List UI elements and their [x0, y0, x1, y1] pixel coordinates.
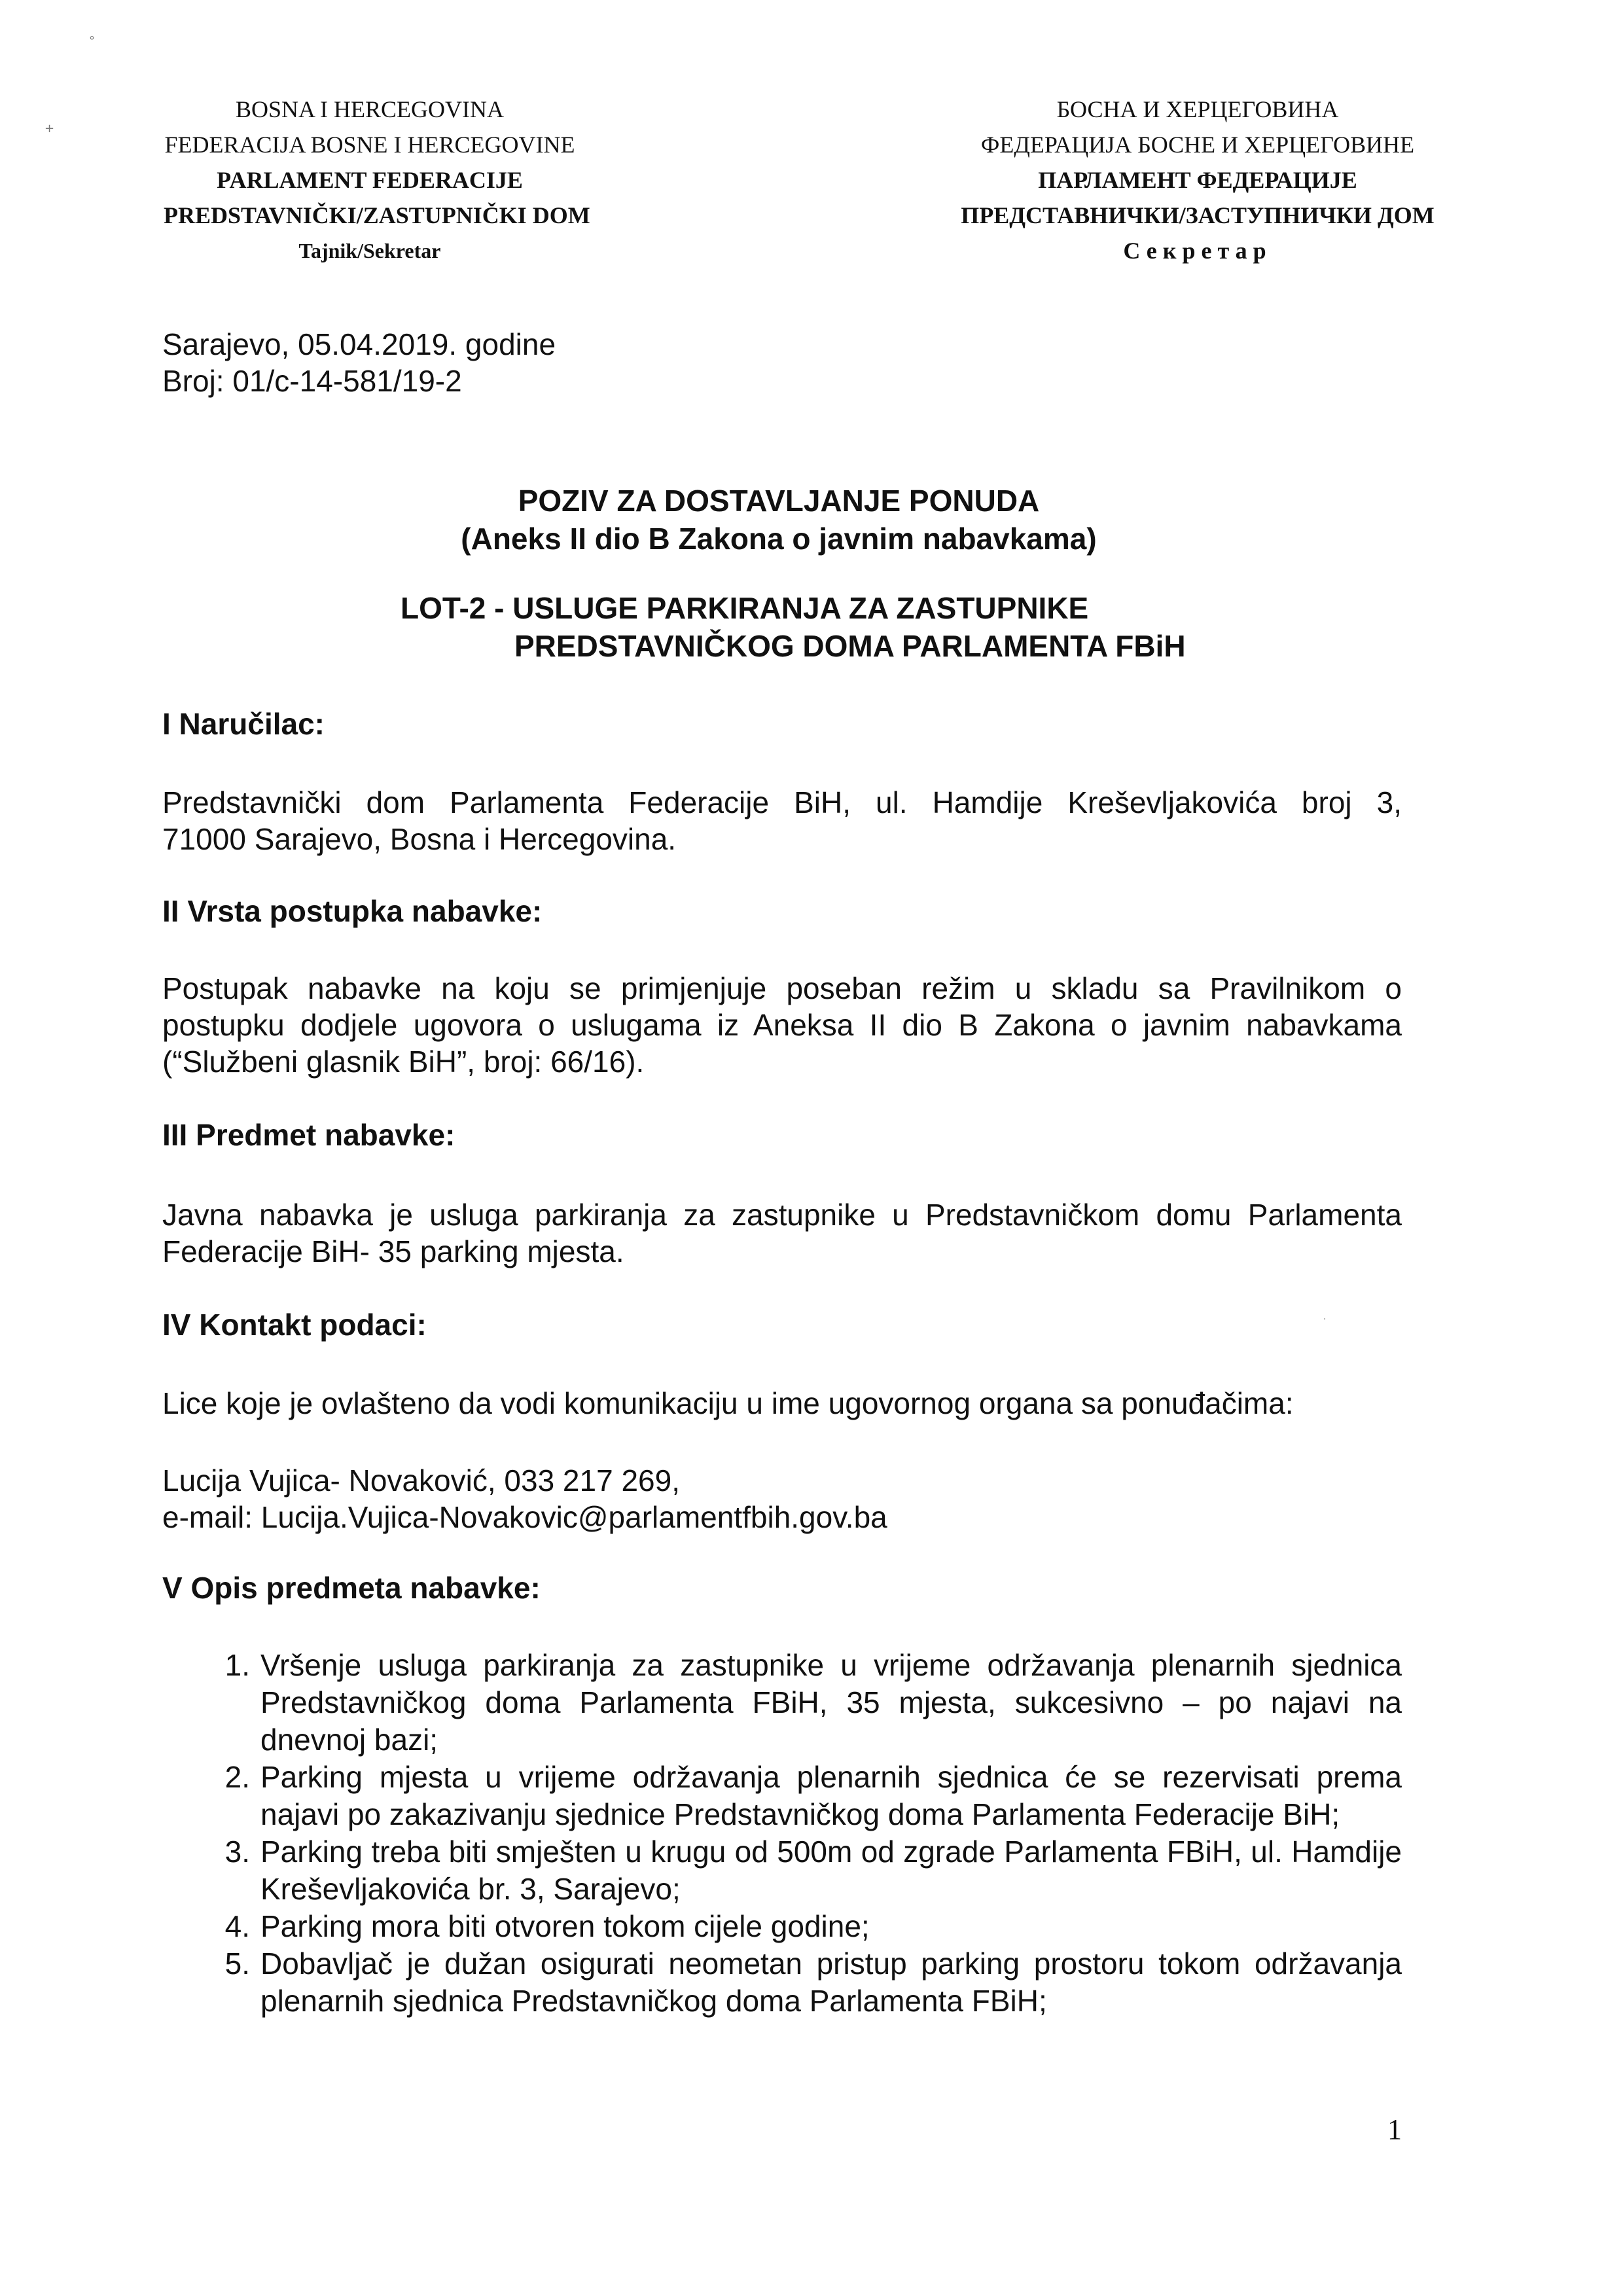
letterhead-latin [164, 92, 590, 268]
list-item [204, 1908, 1402, 1945]
list-item [204, 1759, 1402, 1833]
document-meta [162, 326, 556, 399]
requirements-list [204, 1647, 1402, 2020]
lot-title [401, 589, 1186, 665]
paragraph-line: 71000 Sarajevo, Bosna i Hercegovina. [162, 822, 677, 856]
letterhead-line: ПРЕДСТАВНИЧКИ/ЗАСТУПНИЧКИ ДОМ [961, 202, 1435, 228]
contact-person: Lucija Vujica- Novaković, 033 217 269, [162, 1463, 680, 1498]
letterhead-cyrillic [870, 92, 1525, 268]
list-item-text: Parking mjesta u vrijeme održavanja plenarnih sjednica će se rezervisati prema najavi po zakazivanju sjednice Predstavničkog doma Parlamenta Federacije BiH; [260, 1760, 1402, 1831]
section-paragraph [162, 970, 1402, 1080]
list-item-text: Parking treba biti smješten u krugu od 500m od zgrade Parlamenta FBiH, ul. Hamdije Kreševljakovića br. 3, Sarajevo; [260, 1835, 1402, 1906]
contact-details [162, 1462, 1402, 1535]
letterhead-line: БОСНА И ХЕРЦЕГОВИНА [1056, 96, 1339, 122]
section-heading: II Vrsta postupka nabavke: [162, 894, 543, 928]
paragraph-line: Postupak nabavke na koju se primjenjuje poseban režim u skladu sa Pravilnikom o [162, 971, 1402, 1005]
date-line: Sarajevo, 05.04.2019. godine [162, 327, 556, 361]
paragraph-line: (“Službeni glasnik BiH”, broj: 66/16). [162, 1045, 645, 1079]
list-item-text: Vršenje usluga parkiranja za zastupnike u vrijeme održavanja plenarnih sjednica Predstavničkog doma Parlamenta FBiH, 35 mjesta, sukcesivno – po najavi na dnevnoj bazi; [260, 1648, 1402, 1757]
list-item [204, 1945, 1402, 2020]
paragraph-line: Predstavnički dom Parlamenta Federacije BiH, ul. Hamdije Kreševljakovića broj 3, [162, 785, 1402, 819]
letterhead-line: BOSNA I HERCEGOVINA [235, 96, 504, 122]
section-heading: III Predmet nabavke: [162, 1118, 455, 1152]
list-item [204, 1833, 1402, 1908]
letterhead-line: ПАРЛАМЕНТ ФЕДЕРАЦИЈЕ [1038, 167, 1357, 193]
section-heading: IV Kontakt podaci: [162, 1308, 427, 1342]
contact-intro: Lice koje je ovlašteno da vodi komunikaciju u ime ugovornog organa sa ponuđačima: [162, 1386, 1294, 1420]
scan-speck: · [1323, 1314, 1327, 1325]
paragraph-line: postupku dodjele ugovora o uslugama iz Aneksa II dio B Zakona o javnim nabavkama [162, 1008, 1402, 1042]
document-title [196, 482, 1361, 558]
section-heading: V Opis predmeta nabavke: [162, 1571, 541, 1605]
list-item-text: Dobavljač je dužan osigurati neometan pristup parking prostoru tokom održavanja plenarnih sjednica Predstavničkog doma Parlamenta FBiH; [260, 1946, 1402, 2018]
letterhead-line: ФЕДЕРАЦИЈА БОСНЕ И ХЕРЦЕГОВИНЕ [980, 132, 1415, 158]
list-item-text: Parking mora biti otvoren tokom cijele godine; [260, 1909, 870, 1943]
page-number: 1 [1387, 2113, 1402, 2145]
lot-title-line: LOT-2 - USLUGE PARKIRANJA ZA ZASTUPNIKE [401, 591, 1089, 625]
section-paragraph [162, 784, 1402, 857]
letterhead-office: Tajnik/Sekretar [298, 239, 441, 262]
list-item-number: 5. [224, 1946, 250, 1981]
lot-title-line: PREDSTAVNIČKOG DOMA PARLAMENTA FBiH [514, 629, 1186, 663]
letterhead-office: Секретар [1123, 238, 1272, 264]
scan-speck: ° [89, 34, 95, 48]
reference-number: Broj: 01/c-14-581/19-2 [162, 364, 462, 398]
letterhead-line: PARLAMENT FEDERACIJE [217, 167, 523, 193]
letterhead-line: PREDSTAVNIČKI/ZASTUPNIČKI DOM [164, 202, 590, 228]
paragraph-line: Federacije BiH- 35 parking mjesta. [162, 1234, 624, 1268]
contact-email: e-mail: Lucija.Vujica-Novakovic@parlamentfbih.gov.ba [162, 1500, 887, 1534]
letterhead-line: FEDERACIJA BOSNE I HERCEGOVINE [164, 132, 575, 158]
list-item-number: 2. [224, 1760, 250, 1794]
list-item [204, 1647, 1402, 1759]
list-item-number: 3. [224, 1835, 250, 1869]
title-subline: (Aneks II dio B Zakona o javnim nabavkama) [461, 522, 1097, 556]
list-item-number: 1. [224, 1648, 250, 1682]
list-item-number: 4. [224, 1909, 250, 1943]
scan-speck: + [45, 122, 55, 135]
paragraph-line: Javna nabavka je usluga parkiranja za zastupnike u Predstavničkom domu Parlamenta [162, 1198, 1402, 1232]
title-line: POZIV ZA DOSTAVLJANJE PONUDA [518, 484, 1040, 518]
section-paragraph [162, 1196, 1402, 1270]
section-heading: I Naručilac: [162, 707, 325, 741]
